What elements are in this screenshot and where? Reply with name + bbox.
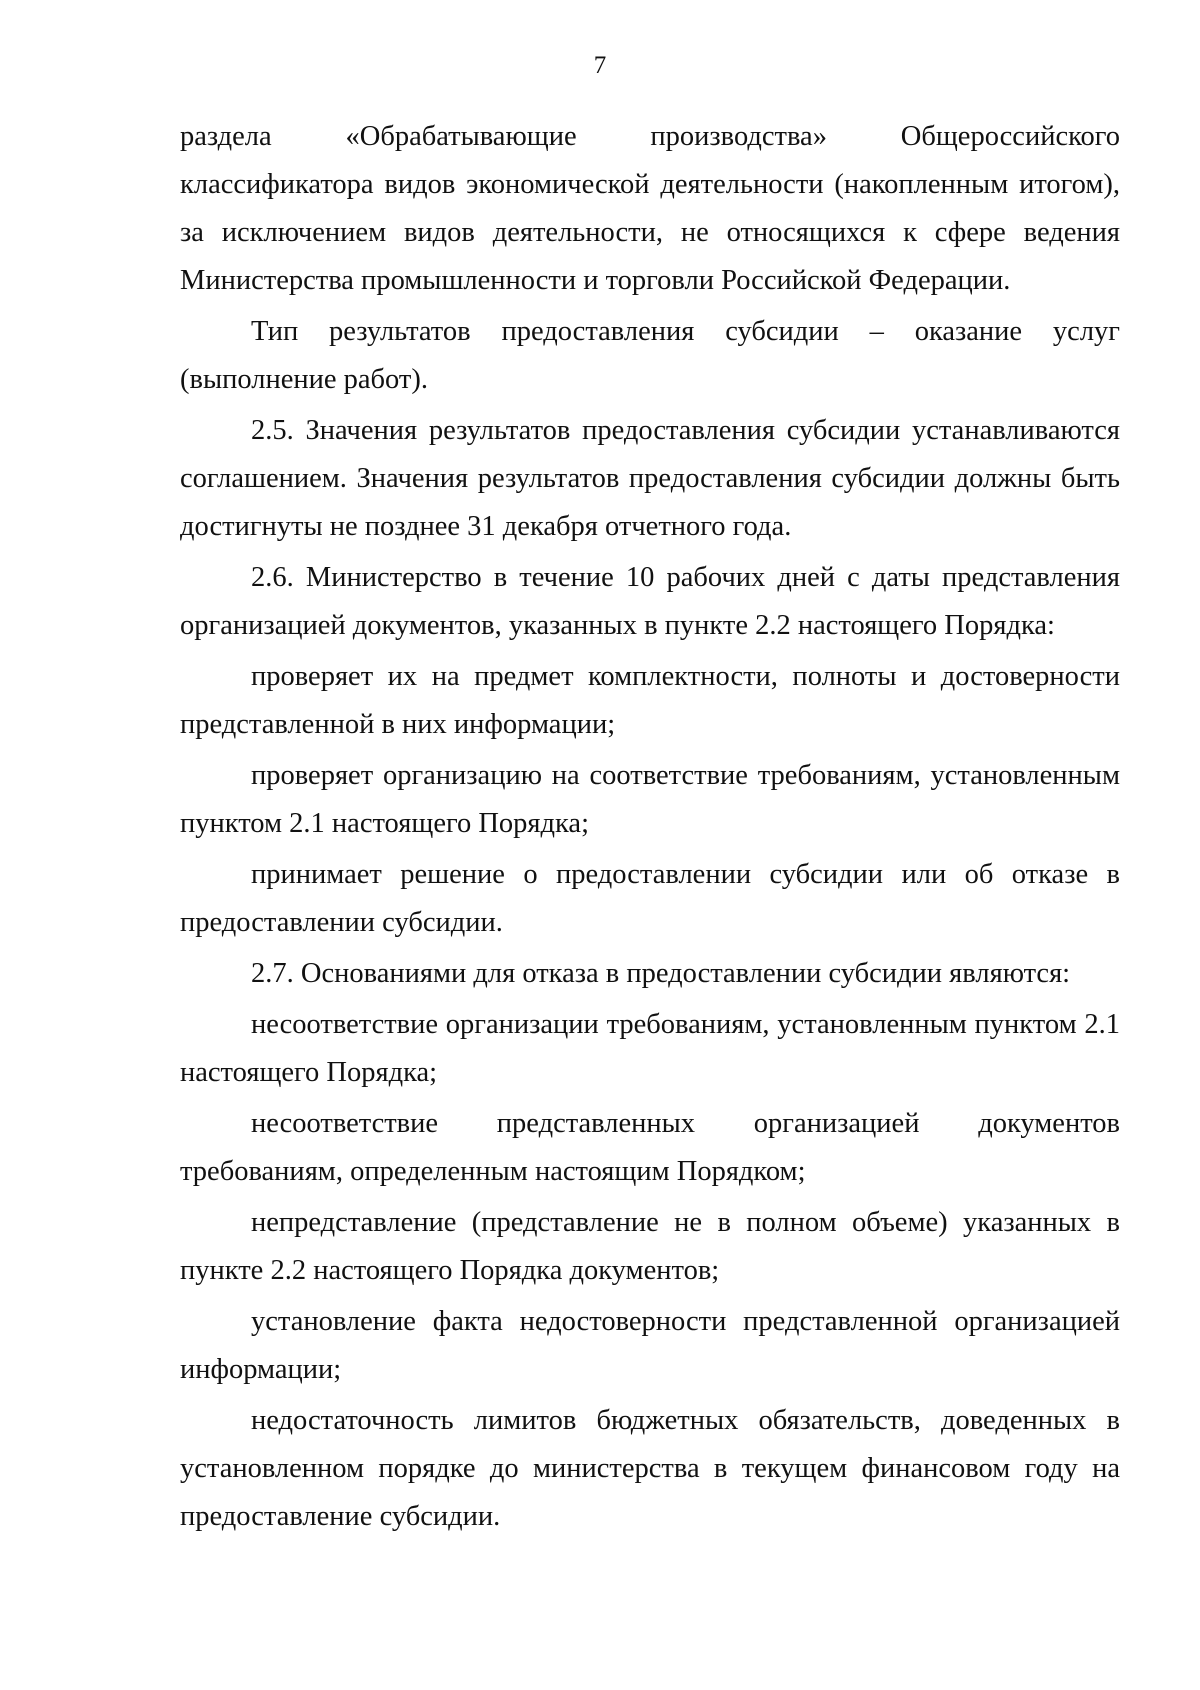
page-number: 7 — [593, 52, 607, 79]
paragraph: 2.7. Основаниями для отказа в предоставлении субсидии являются: — [251, 958, 1071, 989]
paragraph: несоответствие представленных организацией документов требованиям, определенным настоящим Порядком; — [180, 1108, 1120, 1187]
paragraph: раздела «Обрабатывающие производства» Общероссийского классификатора видов экономической деятельности (накопленным итогом), за исключением видов деятельности, не относящихся к сфере ведения Министерства промышленности и торговли Российской Федерации. — [180, 121, 1120, 296]
paragraph: 2.5. Значения результатов предоставления субсидии устанавливаются соглашением. Значения результатов предоставления субсидии должны быть достигнуты не позднее 31 декабря отчетного года. — [180, 415, 1120, 542]
paragraph: проверяет их на предмет комплектности, полноты и достоверности представленной в них информации; — [180, 661, 1120, 740]
paragraph: непредставление (представление не в полном объеме) указанных в пункте 2.2 настоящего Порядка документов; — [180, 1207, 1120, 1286]
paragraph: проверяет организацию на соответствие требованиям, установленным пунктом 2.1 настоящего Порядка; — [180, 760, 1120, 839]
paragraph: Тип результатов предоставления субсидии – оказание услуг (выполнение работ). — [180, 316, 1120, 395]
paragraph: несоответствие организации требованиям, установленным пунктом 2.1 настоящего Порядка; — [180, 1009, 1120, 1088]
document-body — [180, 113, 1120, 1544]
paragraph: недостаточность лимитов бюджетных обязательств, доведенных в установленном порядке до министерства в текущем финансовом году на предоставление субсидии. — [180, 1405, 1120, 1532]
paragraph: принимает решение о предоставлении субсидии или об отказе в предоставлении субсидии. — [180, 859, 1120, 938]
paragraph: 2.6. Министерство в течение 10 рабочих дней с даты представления организацией документов, указанных в пункте 2.2 настоящего Порядка: — [180, 562, 1120, 641]
paragraph: установление факта недостоверности представленной организацией информации; — [180, 1306, 1120, 1385]
